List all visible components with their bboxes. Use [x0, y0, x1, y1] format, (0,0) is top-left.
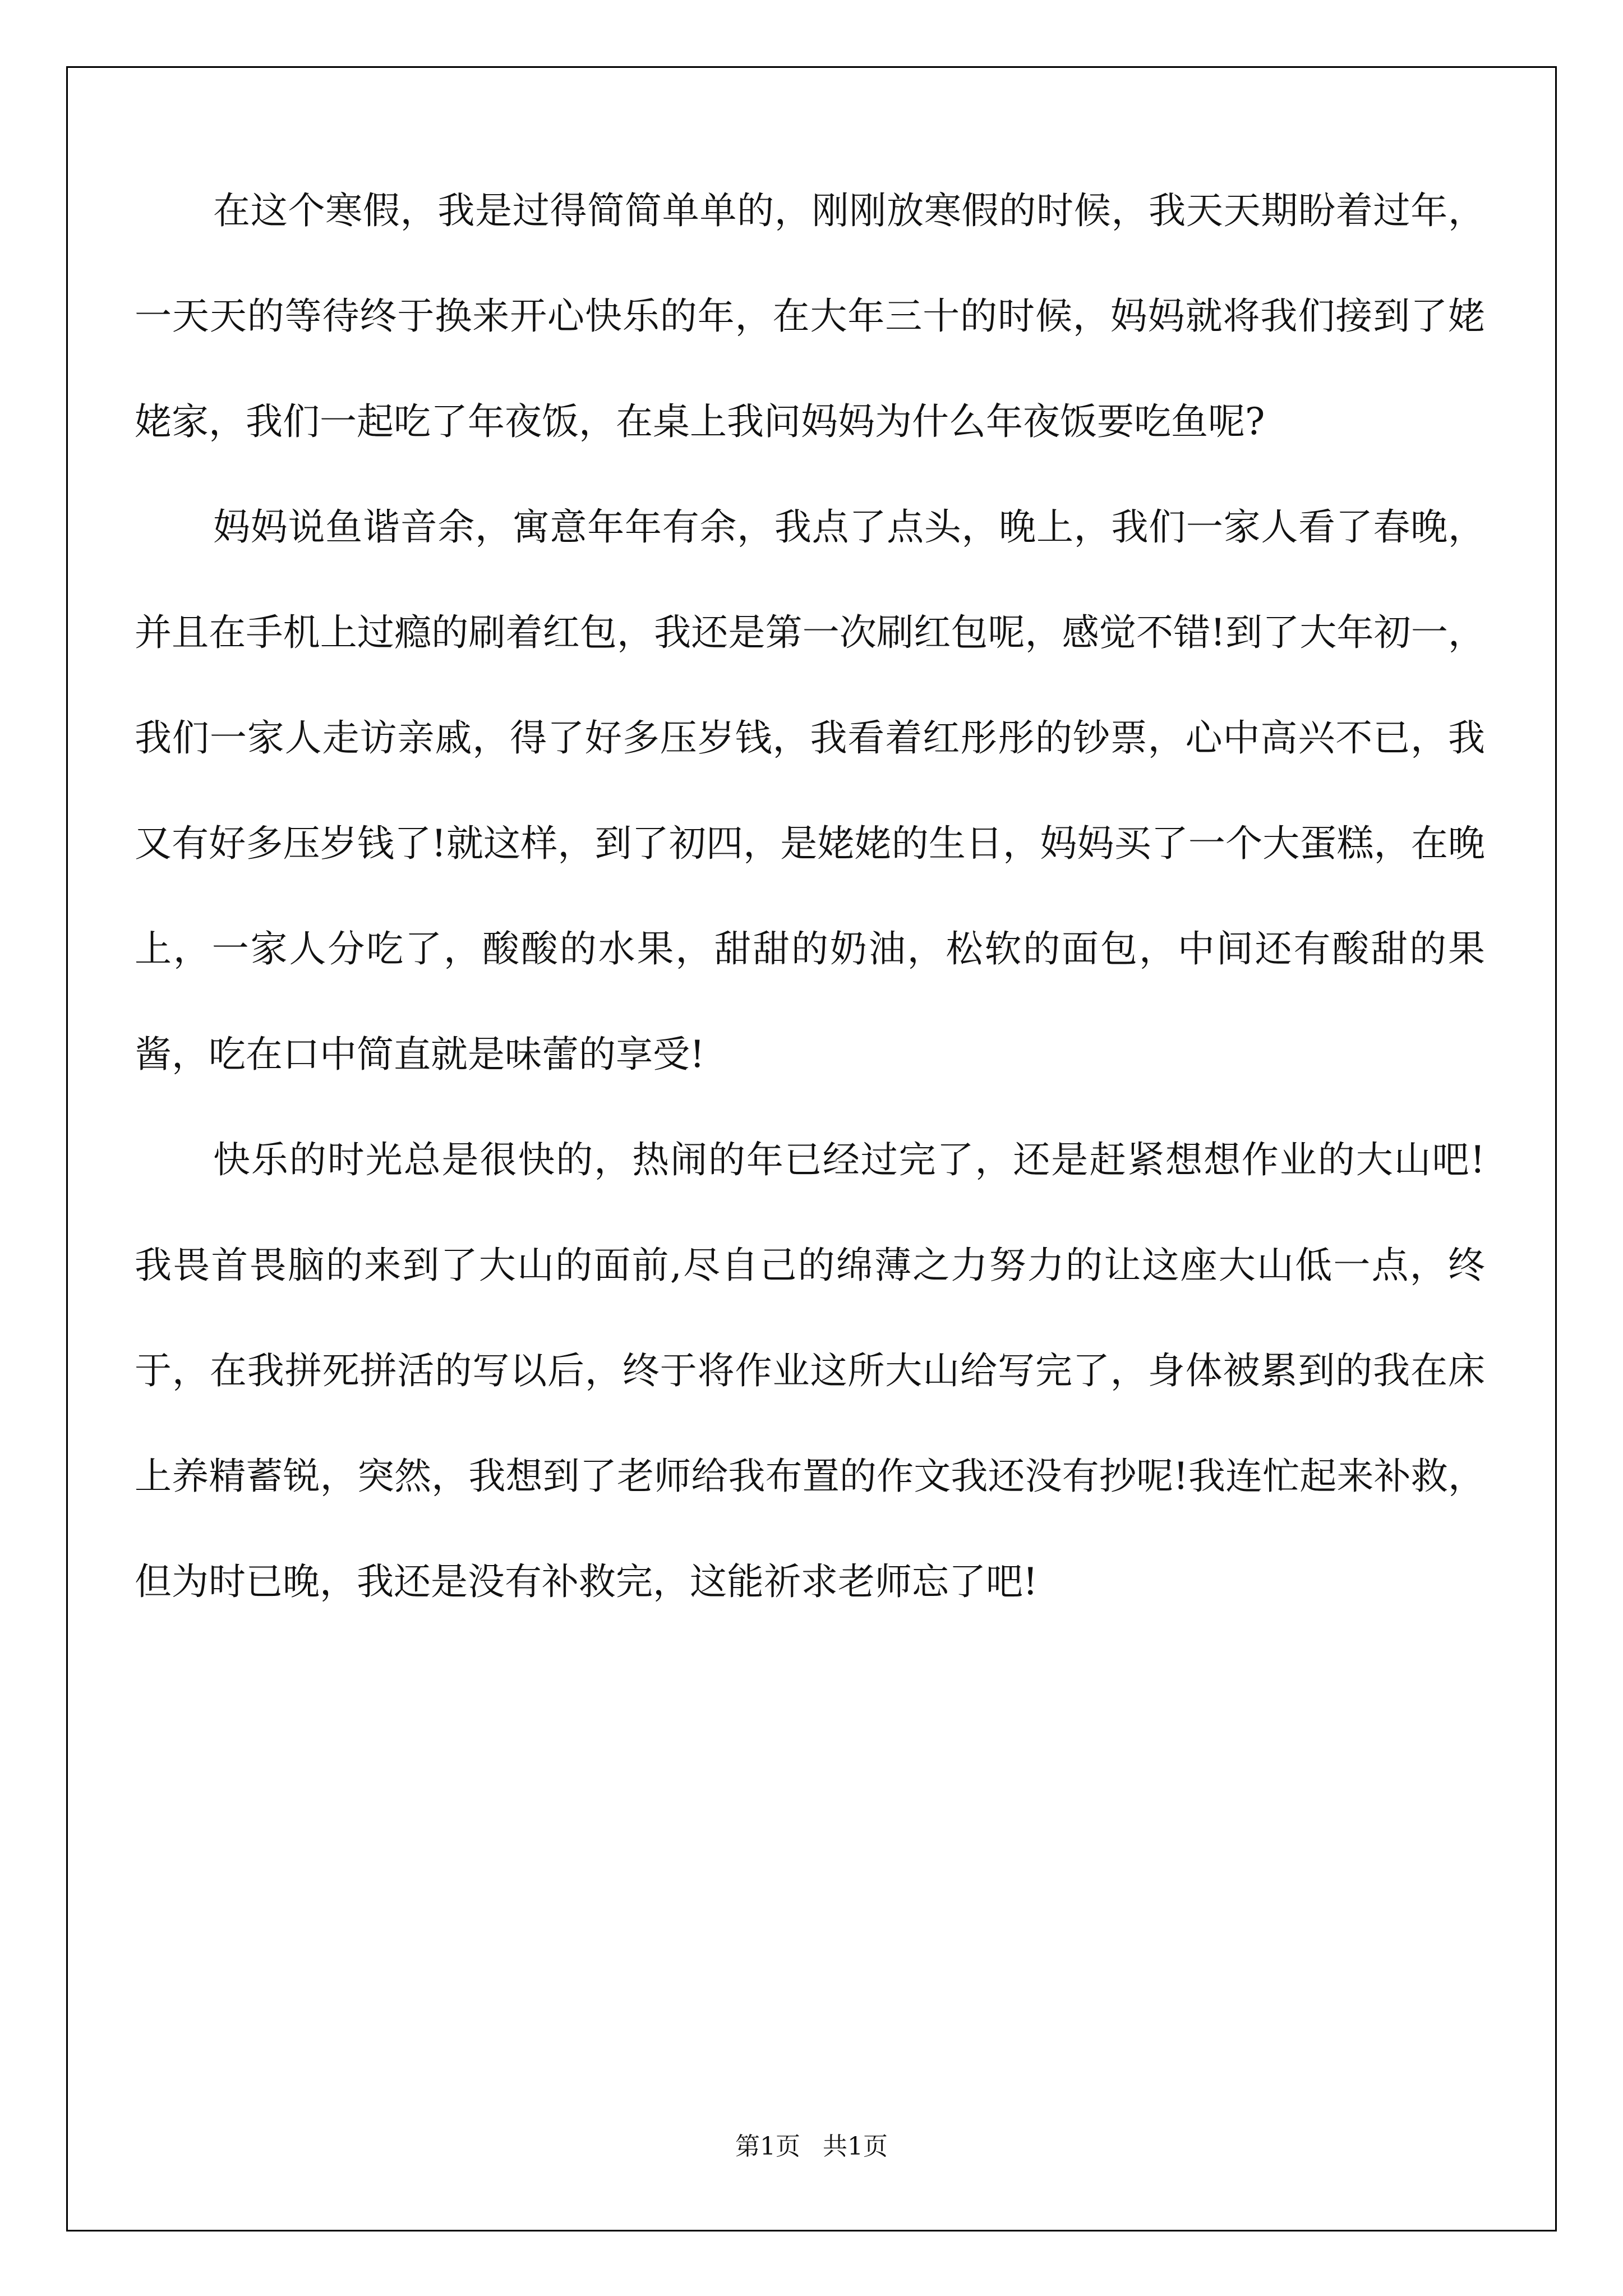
page-total: 共1页	[823, 2132, 888, 2161]
paragraph-1: 在这个寒假，我是过得简简单单的，刚刚放寒假的时候，我天天期盼着过年，一天天的等待终于换来开心快乐的年，在大年三十的时候，妈妈就将我们接到了姥姥家，我们一起吃了年夜饭，在桌上我问妈妈为什么年夜饭要吃鱼呢?	[135, 189, 1485, 443]
paragraph-2: 妈妈说鱼谐音余，寓意年年有余，我点了点头，晚上，我们一家人看了春晚，并且在手机上过瘾的刷着红包，我还是第一次刷红包呢，感觉不错!到了大年初一，我们一家人走访亲戚，得了好多压岁钱，我看着红彤彤的钞票，心中高兴不已，我又有好多压岁钱了!就这样，到了初四，是姥姥的生日，妈妈买了一个大蛋糕，在晚上，一家人分吃了，酸酸的水果，甜甜的奶油，松软的面包，中间还有酸甜的果酱，吃在口中简直就是味蕾的享受!	[135, 505, 1485, 1076]
page-footer	[0, 2126, 1623, 2162]
page-number: 第1页	[735, 2132, 800, 2161]
document-body	[135, 158, 1485, 1635]
paragraph-3: 快乐的时光总是很快的，热闹的年已经过完了，还是赶紧想想作业的大山吧!我畏首畏脑的来到了大山的面前,尽自己的绵薄之力努力的让这座大山低一点，终于，在我拼死拼活的写以后，终于将作业这所大山给写完了，身体被累到的我在床上养精蓄锐，突然，我想到了老师给我布置的作文我还没有抄呢!我连忙起来补救，但为时已晚，我还是没有补救完，这能祈求老师忘了吧!	[135, 1138, 1485, 1603]
